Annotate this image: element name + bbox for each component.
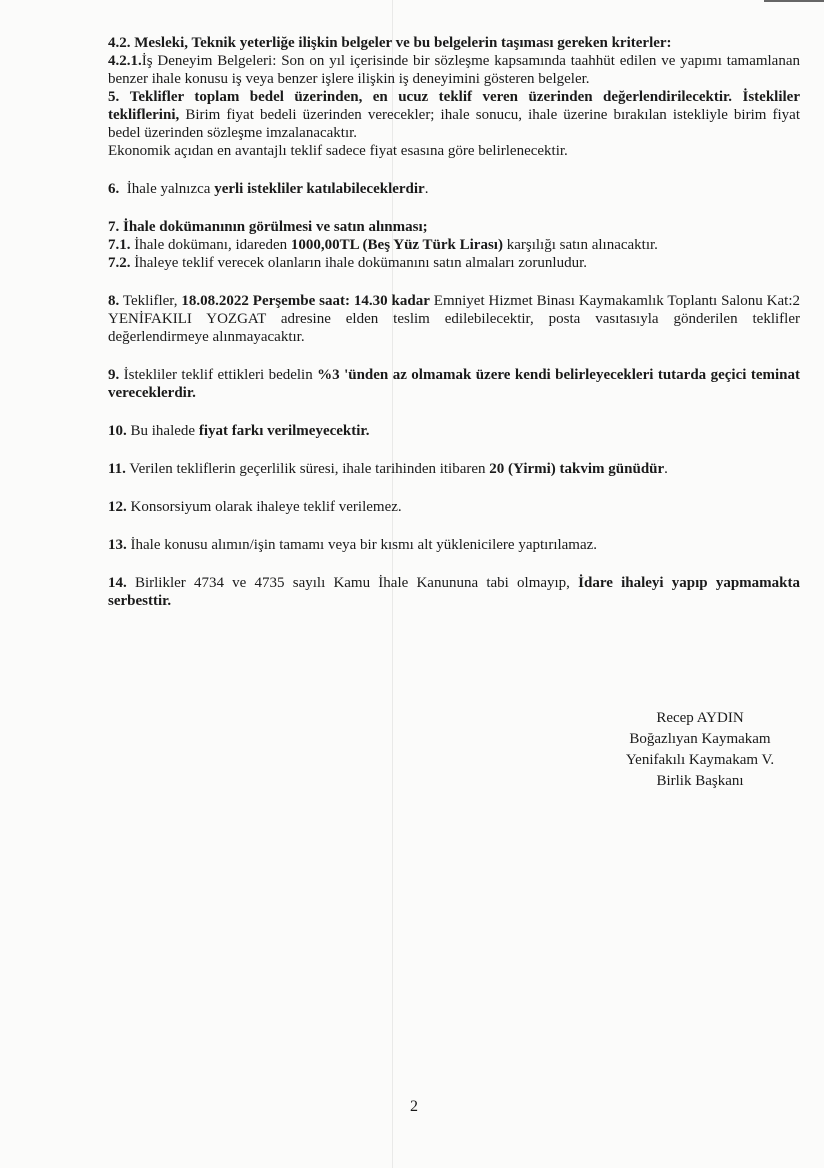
item-number: 13. — [108, 537, 127, 553]
item-number: 11. — [108, 461, 126, 477]
signatory-title-2: Yenifakılı Kaymakam V. — [625, 752, 775, 768]
item-text: İhale konusu alımın/işin tamamı veya bir kısmı alt yüklenicilere yaptırılamaz. — [126, 537, 598, 553]
item-text: İş Deneyim Belgeleri: Son on yıl içerisinde bir sözleşme kapsamında taahhüt edilen ve yapımı tamamlanan benzer ihale konusu iş veya benzer işlere ilişkin iş deneyimini gösteren belgeler. — [108, 53, 800, 87]
item-heading: Mesleki, Teknik yeterliğe ilişkin belgeler ve bu belgelerin taşıması gereken kriterler: — [134, 35, 672, 51]
item-text: İstekliler teklif ettikleri bedelin — [119, 367, 318, 383]
item-number: 6. — [108, 181, 120, 197]
item-number: 7.2. — [108, 255, 131, 271]
item-8 — [108, 292, 800, 346]
document-body — [108, 34, 800, 610]
item-4-2 — [108, 34, 800, 52]
item-5 — [108, 88, 800, 142]
item-12 — [108, 498, 800, 516]
signatory-title-1: Boğazlıyan Kaymakam — [629, 731, 771, 747]
item-number: 5. — [108, 89, 120, 105]
item-13 — [108, 536, 800, 554]
item-number: 8. — [108, 293, 120, 309]
item-text-end: . — [424, 181, 429, 197]
item-bold-text: Teklifler toplam bedel üzerinden, en ucuz teklif veren üzerinden değerlendirilecektir. İstekliler tekliflerini, — [108, 89, 800, 123]
item-bold-text: 18.08.2022 Perşembe saat: 14.30 kadar — [181, 293, 430, 309]
item-bold-text: fiyat farkı verilmeyecektir. — [198, 423, 370, 439]
item-bold-text: 20 (Yirmi) takvim günüdür — [489, 461, 665, 477]
item-11 — [108, 460, 800, 478]
item-number: 9. — [108, 367, 120, 383]
page-number: 2 — [410, 1098, 418, 1115]
item-number: 4.2. — [108, 35, 131, 51]
item-7-2 — [108, 254, 800, 272]
item-number: 4.2.1. — [108, 53, 142, 69]
item-bold-text: %3 'ünden az olmamak üzere kendi belirleyecekleri tutarda geçici teminat vereceklerdir. — [108, 367, 800, 401]
item-text: Verilen tekliflerin geçerlilik süresi, ihale tarihinden itibaren — [125, 461, 490, 477]
item-number: 12. — [108, 499, 127, 515]
item-text-end: . — [664, 461, 668, 477]
item-text: İhale yalnızca — [126, 181, 215, 197]
item-text: Birim fiyat bedeli üzerinden verecekler; ihale sonucu, ihale üzerine bırakılan istekliyle birim fiyat bedel üzerinden sözleşme imzalanacaktır. — [108, 107, 800, 141]
item-bold-text: İdare ihaleyi yapıp yapmamakta serbesttir. — [108, 575, 800, 609]
item-4-2-1 — [108, 52, 800, 88]
item-10 — [108, 422, 800, 440]
item-text: Teklifler, — [119, 293, 182, 309]
item-text: Konsorsiyum olarak ihaleye teklif verilemez. — [126, 499, 402, 515]
signature-block — [600, 708, 800, 792]
item-bold-text: 1000,00TL (Beş Yüz Türk Lirası) — [290, 237, 503, 253]
item-number: 14. — [108, 575, 127, 591]
item-7-1 — [108, 236, 800, 254]
signatory-name: Recep AYDIN — [656, 710, 744, 726]
scan-edge-mark — [764, 0, 824, 2]
item-6 — [108, 180, 800, 198]
item-number: 10. — [108, 423, 127, 439]
item-text: Bu ihalede — [126, 423, 199, 439]
signatory-title-3: Birlik Başkanı — [656, 773, 744, 789]
item-text: İhale dokümanı, idareden — [130, 237, 291, 253]
item-text: Emniyet Hizmet Binası Kaymakamlık Toplantı Salonu Kat:2 YENİFAKILI YOZGAT adresine elden teslim edilebilecektir, posta vasıtasıyla gönderilen teklifler değerlendirmeye alınmayacaktır. — [108, 293, 801, 345]
item-bold-text: yerli istekliler katılabileceklerdir — [214, 181, 425, 197]
item-number: 7.1. — [108, 237, 131, 253]
item-7-title: 7. İhale dokümanının görülmesi ve satın alınması; — [108, 219, 428, 235]
item-text: karşılığı satın alınacaktır. — [502, 237, 658, 253]
item-14 — [108, 574, 800, 610]
item-5-note: Ekonomik açıdan en avantajlı teklif sadece fiyat esasına göre belirlenecektir. — [108, 143, 568, 159]
item-9 — [108, 366, 800, 402]
item-text: İhaleye teklif verecek olanların ihale dokümanını satın almaları zorunludur. — [130, 255, 587, 271]
item-text: Birlikler 4734 ve 4735 sayılı Kamu İhale Kanununa tabi olmayıp, — [126, 575, 579, 591]
